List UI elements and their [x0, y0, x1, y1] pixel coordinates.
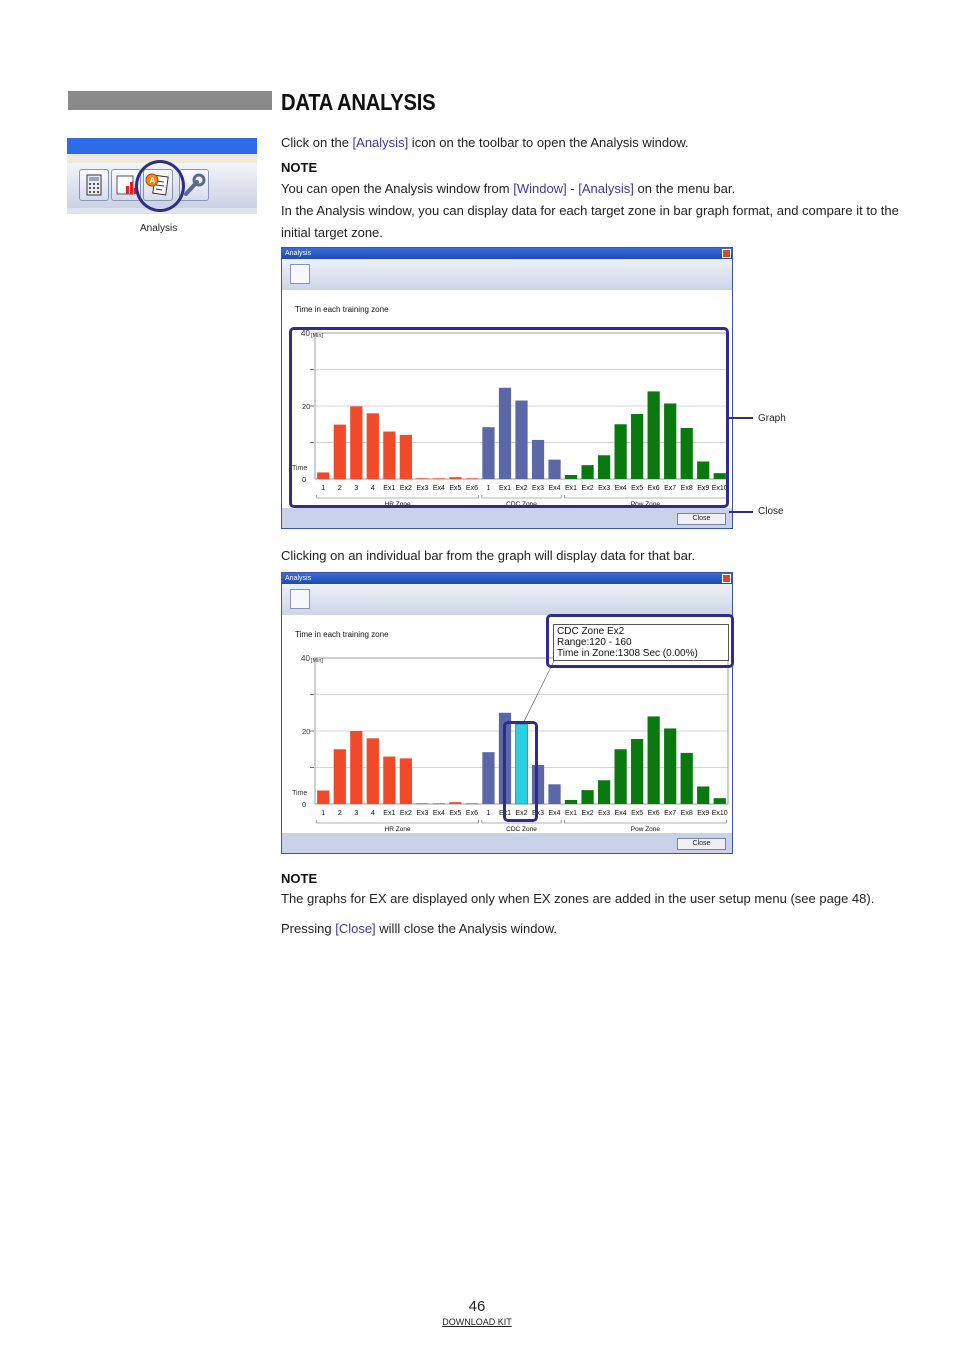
group-bracket: [564, 820, 726, 823]
group-bracket: [317, 820, 479, 823]
note-heading: NOTE: [281, 871, 318, 886]
text-run: on the menu bar.: [633, 181, 736, 196]
note-text: [281, 178, 901, 200]
group-label: Pow Zone: [630, 501, 661, 508]
close-button[interactable]: Close: [677, 513, 726, 525]
calculator-icon[interactable]: [79, 169, 109, 201]
x-tick-label: Ex3: [531, 485, 545, 492]
text-run: You can open the Analysis window from: [281, 181, 514, 196]
x-tick-label: Ex3: [598, 810, 611, 817]
group-label: HR Zone: [384, 826, 411, 833]
x-tick-label: Ex10: [711, 810, 728, 817]
bar: [400, 758, 412, 804]
bar: [697, 786, 709, 804]
y-tick-label: 20: [302, 727, 311, 736]
section-header-bar: [68, 91, 272, 110]
window-status-bar: [282, 508, 732, 528]
close-button[interactable]: Close: [677, 838, 726, 850]
toolbar-thumbnail: [67, 138, 257, 214]
group-label: CDC Zone: [506, 501, 537, 508]
analysis-highlight-ring: [135, 160, 185, 212]
bar: [367, 738, 379, 804]
x-tick-label: Ex5: [631, 810, 644, 817]
x-tick-label: Ex5: [449, 485, 462, 492]
analysis-link: [Analysis]: [578, 181, 634, 196]
window-title-bar: [282, 573, 732, 584]
analysis-icon[interactable]: [290, 264, 310, 284]
tooltip-highlight-box: [546, 614, 734, 668]
text-run: Click on the: [281, 135, 353, 150]
note-heading: NOTE: [281, 160, 318, 175]
y-unit-label: [Min]: [311, 333, 323, 339]
bar: [664, 728, 676, 804]
x-tick-label: 3: [354, 485, 359, 492]
x-tick-label: Ex1: [383, 810, 396, 817]
page-number: 46: [468, 1298, 486, 1315]
x-tick-label: Ex7: [664, 810, 677, 817]
y-axis-label: Time: [292, 790, 308, 797]
x-tick-label: Ex2: [399, 485, 412, 492]
title-bar: [67, 138, 257, 154]
close-icon[interactable]: [722, 249, 731, 258]
tooltip-line: CDC Zone Ex2: [557, 626, 625, 637]
chart-title: Time in each training zone: [295, 630, 389, 639]
x-tick-label: Ex1: [565, 810, 578, 817]
x-tick-label: Ex2: [515, 485, 528, 492]
y-tick-label: 20: [302, 402, 311, 411]
x-tick-label: 2: [337, 485, 342, 492]
x-tick-label: Ex3: [531, 810, 545, 817]
note-text: The graphs for EX are displayed only when EX zones are added in the user setup menu (see page 48).: [281, 891, 875, 906]
bar: [565, 800, 577, 804]
x-tick-label: Ex2: [581, 810, 594, 817]
graph-callout-line: [729, 417, 753, 419]
description-line-1: In the Analysis window, you can display data for each target zone in bar graph format, and compare it to the: [281, 203, 899, 218]
group-label: HR Zone: [384, 501, 411, 508]
x-tick-label: 1: [486, 810, 491, 817]
bar: [416, 803, 428, 804]
text-run: willl close the Analysis window.: [375, 921, 558, 936]
x-tick-label: Ex9: [697, 485, 710, 492]
tooltip-line: Range:120 - 160: [557, 637, 632, 648]
x-tick-label: 2: [337, 810, 342, 817]
y-unit-label: [Min]: [311, 658, 323, 664]
x-tick-label: Ex9: [697, 810, 710, 817]
bar: [631, 739, 643, 804]
x-tick-label: Ex3: [416, 485, 429, 492]
x-tick-label: 1: [321, 485, 326, 492]
x-tick-label: Ex4: [432, 485, 445, 492]
toolbar-caption: Analysis: [140, 223, 178, 234]
group-label: Pow Zone: [630, 826, 661, 833]
bar: [598, 780, 610, 804]
selected-bar-highlight-box: [503, 721, 538, 822]
window-link: [Window]: [513, 181, 567, 196]
analysis-link: [Analysis]: [352, 135, 409, 150]
x-tick-label: Ex8: [680, 810, 693, 817]
bar: [615, 749, 627, 804]
footer-link[interactable]: DOWNLOAD KIT: [442, 1317, 512, 1327]
bar: [581, 790, 593, 804]
window-title-bar: [282, 248, 732, 259]
y-tick-label: 40: [301, 654, 310, 663]
bar: [449, 802, 461, 804]
close-instruction: [281, 918, 901, 940]
window-status-bar: [282, 833, 732, 853]
x-tick-label: 3: [354, 810, 359, 817]
bar: [548, 784, 560, 804]
x-tick-label: Ex2: [581, 485, 594, 492]
bar: [334, 749, 346, 804]
close-callout-label: Close: [758, 506, 784, 517]
y-tick-label: 0: [302, 800, 307, 809]
x-tick-label: 4: [370, 485, 375, 492]
intro-text: [281, 132, 901, 154]
x-tick-label: Ex4: [432, 810, 445, 817]
graph-callout-label: Graph: [758, 413, 786, 424]
x-tick-label: 1: [321, 810, 326, 817]
x-tick-label: Ex8: [680, 485, 693, 492]
x-tick-label: 1: [486, 485, 491, 492]
x-tick-label: Ex3: [416, 810, 429, 817]
y-axis-label: Time: [292, 465, 308, 472]
window-toolbar: [282, 259, 732, 290]
bar: [466, 803, 478, 804]
text-run: -: [566, 181, 579, 196]
text-run: icon on the toolbar to open the Analysis window.: [408, 135, 689, 150]
y-tick-label: 0: [302, 475, 307, 484]
x-tick-label: Ex6: [647, 810, 660, 817]
description-line-2: initial target zone.: [281, 225, 383, 240]
bar: [383, 757, 395, 804]
x-tick-label: Ex6: [465, 810, 478, 817]
x-tick-label: Ex1: [383, 485, 396, 492]
x-tick-label: Ex3: [598, 485, 611, 492]
x-tick-label: Ex4: [548, 485, 561, 492]
x-tick-label: Ex5: [631, 485, 644, 492]
bar: [482, 752, 494, 804]
group-label: CDC Zone: [506, 826, 537, 833]
x-tick-label: Ex7: [664, 485, 677, 492]
x-tick-label: Ex1: [498, 485, 512, 492]
graph-highlight-box: [289, 327, 729, 508]
x-tick-label: 4: [370, 810, 375, 817]
svg-text:A: A: [149, 176, 156, 185]
bar: [433, 803, 445, 804]
x-tick-label: Ex4: [548, 810, 561, 817]
close-icon[interactable]: [722, 574, 731, 583]
chart-title: Time in each training zone: [295, 305, 389, 314]
x-tick-label: Ex1: [498, 810, 512, 817]
window-title: Analysis: [285, 575, 312, 582]
analysis-icon[interactable]: [290, 589, 310, 609]
x-tick-label: Ex4: [614, 485, 627, 492]
x-tick-label: Ex10: [711, 485, 728, 492]
bar: [714, 798, 726, 804]
x-tick-label: Ex2: [399, 810, 412, 817]
x-tick-label: Ex2: [515, 810, 528, 817]
x-tick-label: Ex1: [565, 485, 578, 492]
x-tick-label: Ex4: [614, 810, 627, 817]
click-instruction: Clicking on an individual bar from the graph will display data for that bar.: [281, 548, 696, 563]
y-tick-label: 40: [301, 329, 310, 338]
close-link: [Close]: [335, 921, 376, 936]
x-tick-label: Ex5: [449, 810, 462, 817]
window-title: Analysis: [285, 250, 312, 257]
text-run: Pressing: [281, 921, 336, 936]
bar: [317, 790, 329, 804]
window-toolbar: [282, 584, 732, 615]
x-tick-label: Ex6: [465, 485, 478, 492]
bar: [648, 716, 660, 804]
tooltip-line: Time in Zone:1308 Sec (0.00%): [557, 648, 698, 659]
page-title: DATA ANALYSIS: [281, 89, 436, 115]
bar: [350, 731, 362, 804]
bar: [681, 753, 693, 804]
close-callout-line: [729, 511, 753, 513]
x-tick-label: Ex6: [647, 485, 660, 492]
